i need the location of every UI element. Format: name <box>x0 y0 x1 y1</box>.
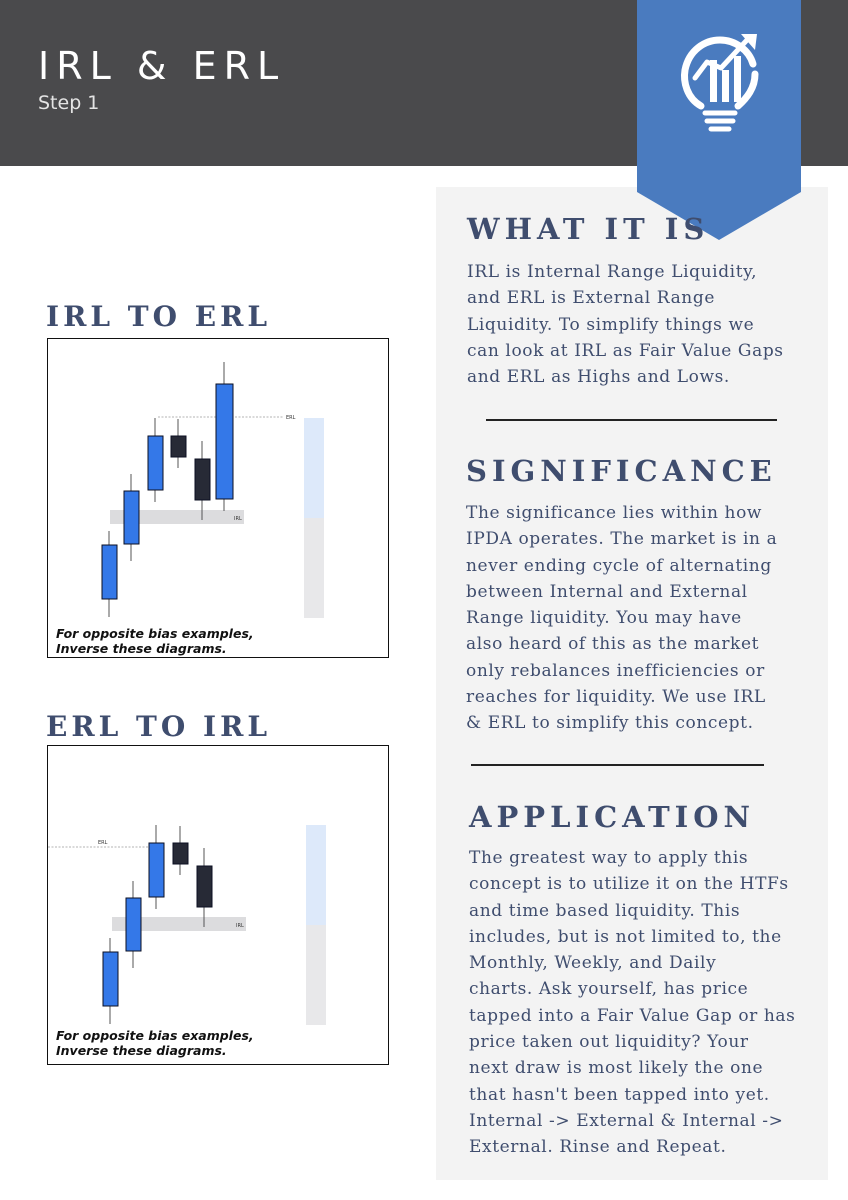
body-line: never ending cycle of alternating <box>466 555 772 576</box>
irl-label: IRL <box>236 923 244 929</box>
diagram-heading-erl-to-irl: ERL TO IRL <box>46 710 272 743</box>
caption-line: Inverse these diagrams. <box>56 1043 227 1058</box>
range-premium <box>304 418 324 518</box>
candle <box>102 545 117 599</box>
caption-line: For opposite bias examples, <box>56 626 254 641</box>
candle <box>103 952 118 1006</box>
section-divider <box>486 419 777 421</box>
body-line: only rebalances inefficiencies or <box>466 660 765 681</box>
body-line: reaches for liquidity. We use IRL <box>466 687 766 708</box>
page-subtitle: Step 1 <box>38 92 100 114</box>
section-heading-application: APPLICATION <box>469 800 755 834</box>
range-premium <box>306 825 326 925</box>
body-line: Monthly, Weekly, and Daily <box>469 953 717 974</box>
body-line: next draw is most likely the one <box>469 1058 764 1079</box>
body-line: and ERL as Highs and Lows. <box>467 367 730 388</box>
body-line: also heard of this as the market <box>466 634 760 655</box>
body-line: & ERL to simplify this concept. <box>466 713 754 734</box>
candle <box>171 436 186 457</box>
body-line: and ERL is External Range <box>467 288 715 309</box>
range-discount <box>306 925 326 1025</box>
body-line: Liquidity. To simplify things we <box>467 314 755 335</box>
candle <box>148 436 163 490</box>
candle <box>197 866 212 907</box>
body-line: price taken out liquidity? Your <box>469 1032 749 1053</box>
caption-line: Inverse these diagrams. <box>56 641 227 656</box>
body-line: concept is to utilize it on the HTFs <box>469 874 789 895</box>
candle <box>216 384 233 499</box>
section-body-application <box>469 845 796 1161</box>
section-body-significance <box>466 500 777 737</box>
section-body-what-it-is <box>467 259 784 390</box>
body-line: Internal -> External & Internal -> <box>469 1110 784 1131</box>
diagram-caption <box>56 626 254 656</box>
erl-label: ERL <box>286 415 296 421</box>
section-divider <box>471 764 764 766</box>
body-line: tapped into a Fair Value Gap or has <box>469 1005 796 1026</box>
body-line: IPDA operates. The market is in a <box>466 529 778 550</box>
candles <box>102 362 233 617</box>
irl-label: IRL <box>234 516 242 522</box>
body-line: and time based liquidity. This <box>469 900 741 921</box>
diagram-irl-to-erl <box>47 338 389 658</box>
candle <box>195 459 210 500</box>
diagram-caption <box>56 1028 254 1058</box>
body-line: charts. Ask yourself, has price <box>469 979 749 1000</box>
candle <box>173 843 188 864</box>
range-discount <box>304 518 324 618</box>
body-line: Range liquidity. You may have <box>466 608 742 629</box>
body-line: can look at IRL as Fair Value Gaps <box>467 340 784 361</box>
page-title: IRL & ERL <box>38 44 286 88</box>
logo-ribbon <box>637 0 801 240</box>
candle <box>126 898 141 951</box>
body-line: The greatest way to apply this <box>469 848 749 868</box>
body-line: IRL is Internal Range Liquidity, <box>467 262 758 282</box>
erl-label: ERL <box>98 840 108 846</box>
candle <box>124 491 139 544</box>
body-line: that hasn't been tapped into yet. <box>469 1084 770 1105</box>
diagram-heading-irl-to-erl: IRL TO ERL <box>46 300 272 333</box>
section-heading-significance: SIGNIFICANCE <box>466 454 777 488</box>
body-line: between Internal and External <box>466 581 748 602</box>
body-line: The significance lies within how <box>466 503 763 523</box>
section-heading-what-it-is: WHAT IT IS <box>467 212 710 246</box>
candle <box>149 843 164 897</box>
diagram-erl-to-irl <box>47 745 389 1065</box>
body-line: External. Rinse and Repeat. <box>469 1137 727 1158</box>
body-line: includes, but is not limited to, the <box>469 926 782 947</box>
caption-line: For opposite bias examples, <box>56 1028 254 1043</box>
